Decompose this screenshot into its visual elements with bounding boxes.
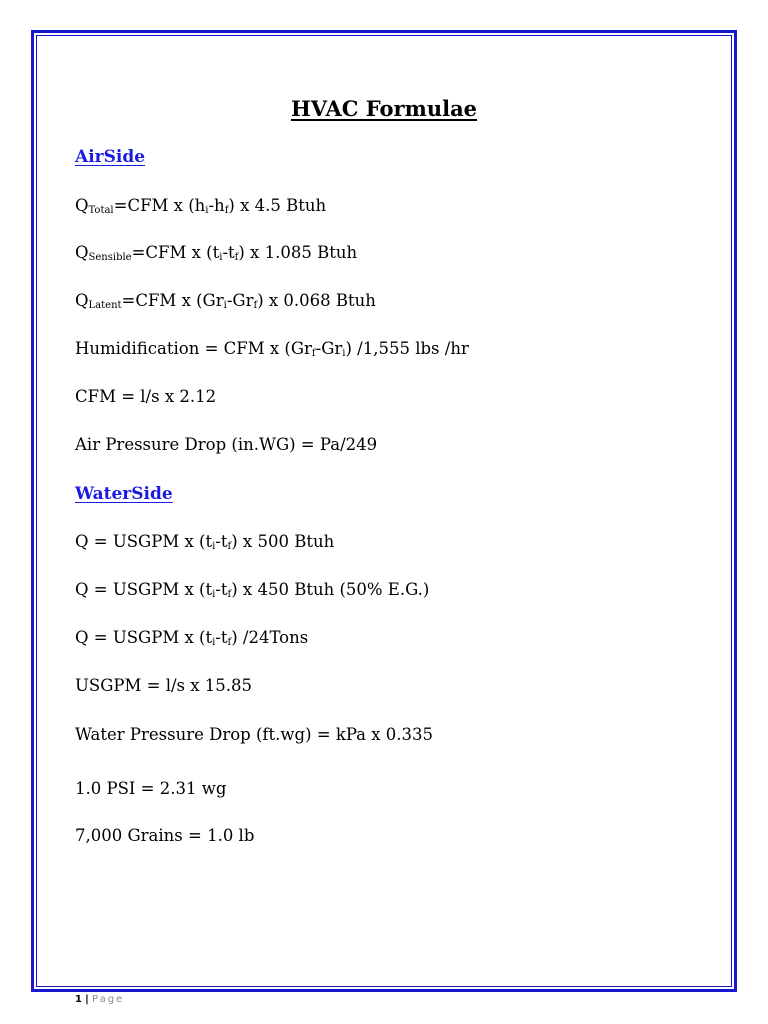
formula-water-pressure-drop: Water Pressure Drop (ft.wg) = kPa x 0.335 bbox=[75, 725, 434, 744]
formula-q-total: $Q_{Total}=CFM$ x $(h_i-h_f)$ x 4.5 Btuh bbox=[75, 196, 327, 216]
formula-q-sensible: $Q_{Sensible}=CFM$ x $(t_i-t_f)$ x 1.085 Btuh bbox=[75, 243, 358, 263]
formula-water-q-500: Q = USGPM x $(t_i-t_f)$ x 500 Btuh bbox=[75, 532, 335, 552]
formula-grains: 7,000 Grains = 1.0 lb bbox=[75, 826, 255, 845]
formula-water-q-tons: Q = USGPM x $(t_i-t_f)$ /24Tons bbox=[75, 628, 309, 648]
page-title: HVAC Formulae bbox=[290, 96, 478, 121]
formula-usgpm: USGPM = l/s x 15.85 bbox=[75, 676, 253, 695]
formula-q-latent: $Q_{Latent}=CFM$ x $(Gr_i-Gr_f)$ x 0.068 Btuh bbox=[75, 291, 376, 311]
page-number: 1 bbox=[75, 994, 82, 1005]
page-label: Page bbox=[92, 994, 125, 1005]
page-separator: | bbox=[85, 994, 89, 1005]
page-footer bbox=[75, 994, 124, 1005]
section-heading-airside: AirSide bbox=[75, 147, 146, 167]
formula-water-q-450: Q = USGPM x $(t_i-t_f)$ x 450 Btuh (50% E.G.) bbox=[75, 580, 430, 600]
section-heading-waterside: WaterSide bbox=[75, 484, 173, 504]
formula-psi: 1.0 PSI = 2.31 wg bbox=[75, 779, 227, 798]
formula-humidification: Humidification = CFM x $(Gr_f-Gr_i)$ /1,555 lbs /hr bbox=[75, 339, 469, 359]
formula-cfm: CFM = l/s x 2.12 bbox=[75, 387, 217, 406]
formula-air-pressure-drop: Air Pressure Drop (in.WG) = Pa/249 bbox=[75, 435, 378, 454]
